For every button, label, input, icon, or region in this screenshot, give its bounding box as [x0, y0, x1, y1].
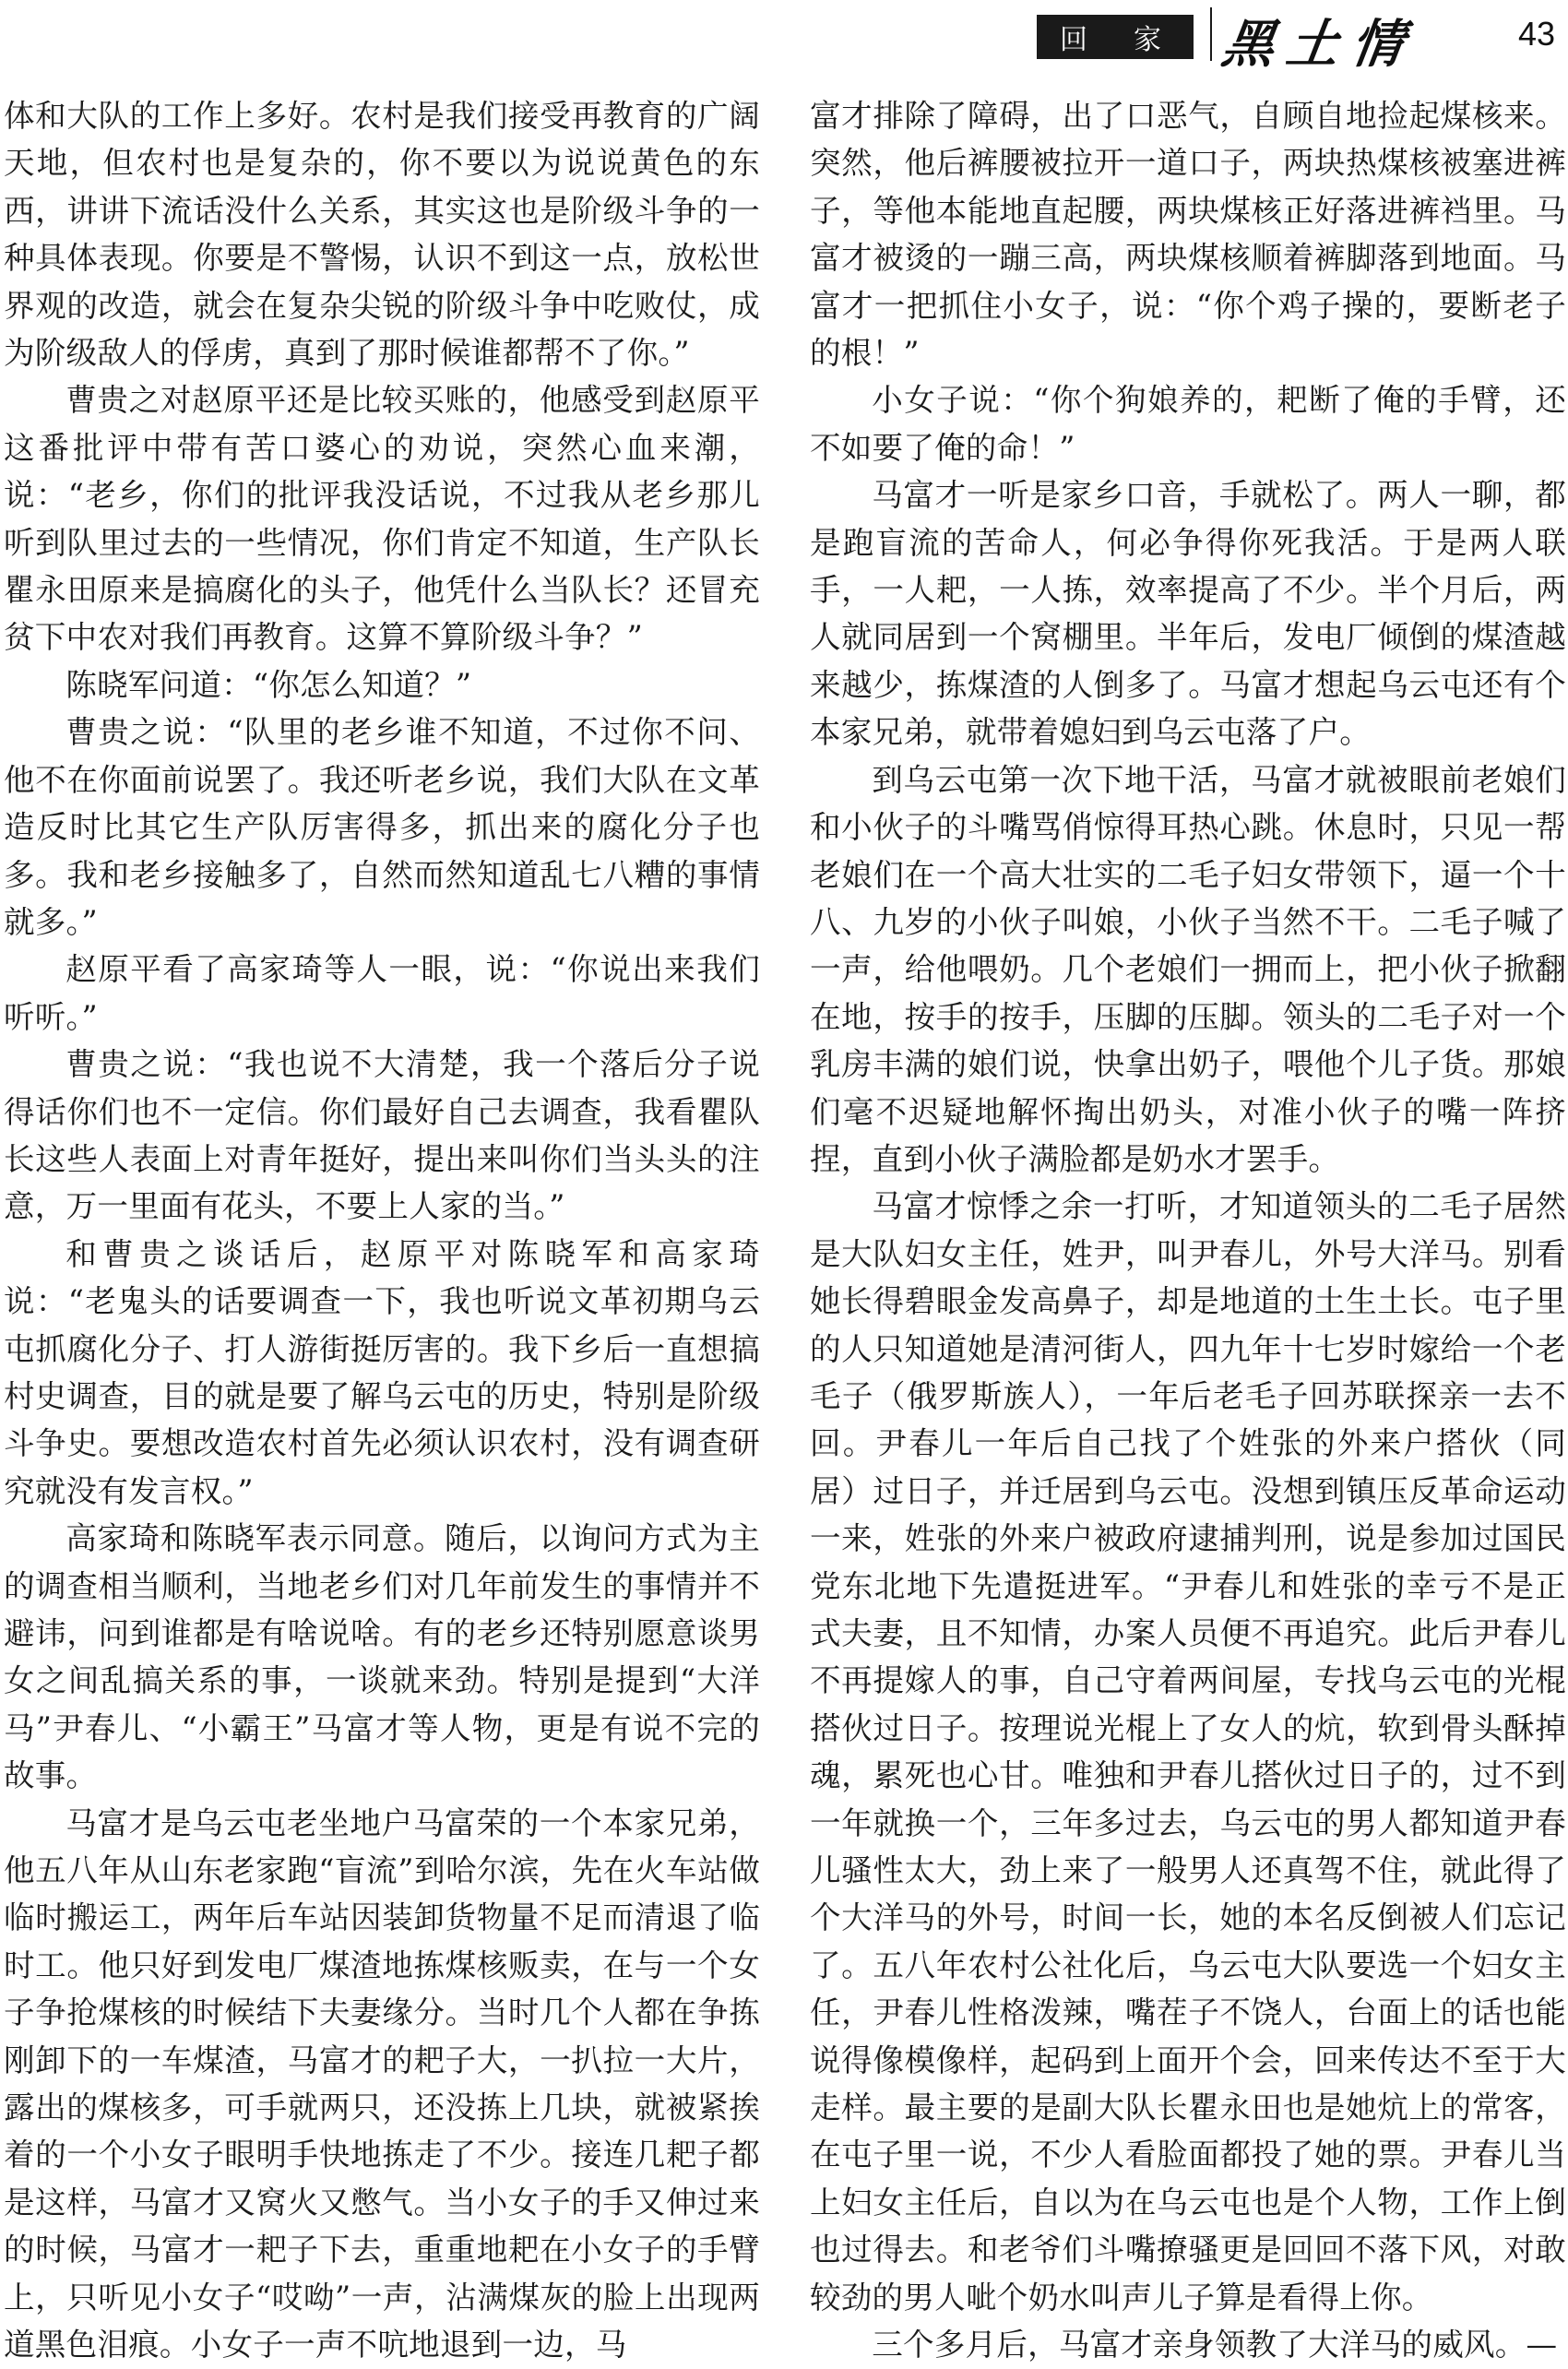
paragraph: 体和大队的工作上多好。农村是我们接受再教育的广阔天地，但农村也是复杂的，你不要以为说说黄色的东西，讲讲下流话没什么关系，其实这也是阶级斗争的一种具体表现。你要是不警惕，认识不到这一点，放松世界观的改造，就会在复杂尖锐的阶级斗争中吃败仗，成为阶级敌人的俘虏，真到了那时候谁都帮不了你。”	[4, 98, 760, 372]
paragraph: 赵原平看了高家琦等人一眼，说：“你说出来我们听听。”	[4, 951, 760, 1035]
paragraph: 到乌云屯第一次下地干活，马富才就被眼前老娘们和小伙子的斗嘴骂俏惊得耳热心跳。休息时，只见一帮老娘们在一个高大壮实的二毛子妇女带领下，逼一个十八、九岁的小伙子叫娘，小伙子当然不干。二毛子喊了一声，给他喂奶。几个老娘们一拥而上，把小伙子掀翻在地，按手的按手，压脚的压脚。领头的二毛子对一个乳房丰满的娘们说，快拿出奶子，喂他个儿子货。那娘们毫不迟疑地解怀掏出奶头，对准小伙子的嘴一阵挤捏，直到小伙子满脸都是奶水才罢手。	[810, 761, 1566, 1177]
right-text-column	[810, 92, 1566, 2369]
paragraph: 马富才一听是家乡口音，手就松了。两人一聊，都是跑盲流的苦命人，何必争得你死我活。于是两人联手，一人耙，一人拣，效率提高了不少。半个月后，两人就同居到一个窝棚里。半年后，发电厂倾倒的煤渣越来越少，拣煤渣的人倒多了。马富才想起乌云屯还有个本家兄弟，就带着媳妇到乌云屯落了户。	[810, 477, 1566, 751]
left-text-column	[4, 92, 760, 2369]
paragraph: 高家琦和陈晓军表示同意。随后，以询问方式为主的调查相当顺利，当地老乡们对几年前发生的事情并不避讳，问到谁都是有啥说啥。有的老乡还特别愿意谈男女之间乱搞关系的事，一谈就来劲。特别是提到“大洋马”尹春儿、“小霸王”马富才等人物，更是有说不完的故事。	[4, 1520, 760, 1794]
paragraph: 马富才是乌云屯老坐地户马富荣的一个本家兄弟，他五八年从山东老家跑“盲流”到哈尔滨，先在火车站做临时搬运工，两年后车站因装卸货物量不足而清退了临时工。他只好到发电厂煤渣地拣煤核贩卖，在与一个女子争抢煤核的时候结下夫妻缘分。当时几个人都在争拣刚卸下的一车煤渣，马富才的耙子大，一扒拉一大片，露出的煤核多，可手就两只，还没拣上几块，就被紧挨着的一个小女子眼明手快地拣走了不少。接连几耙子都是这样，马富才又窝火又憋气。当小女子的手又伸过来的时候，马富才一耙子下去，重重地耙在小女子的手臂上，只听见小女子“哎呦”一声，沾满煤灰的脸上出现两道黑色泪痕。小女子一声不吭地退到一边，马	[4, 1804, 760, 2363]
paragraph: 三个多月后，马富才亲身领教了大洋马的威风。—	[872, 2327, 1558, 2363]
paragraph: 曹贵之说：“我也说不大清楚，我一个落后分子说得话你们也不一定信。你们最好自己去调查，我看瞿队长这些人表面上对青年挺好，提出来叫你们当头头的注意，万一里面有花头，不要上人家的当。”	[4, 1046, 760, 1225]
paragraph: 和曹贵之谈话后，赵原平对陈晓军和高家琦说：“老鬼头的话要调查一下，我也听说文革初期乌云屯抓腐化分子、打人游街挺厉害的。我下乡后一直想搞村史调查，目的就是要了解乌云屯的历史，特别是阶级斗争史。要想改造农村首先必须认识农村，没有调查研究就没有发言权。”	[4, 1235, 760, 1509]
paragraph: 富才排除了障碍，出了口恶气，自顾自地捡起煤核来。突然，他后裤腰被拉开一道口子，两块热煤核被塞进裤子，等他本能地直起腰，两块煤核正好落进裤裆里。马富才被烫的一蹦三高，两块煤核顺着裤脚落到地面。马富才一把抓住小女子，说：“你个鸡子操的，要断老子的根！”	[810, 98, 1566, 372]
page-header	[1015, 0, 1568, 75]
magazine-title-logo: 黑土情	[1218, 14, 1421, 75]
page-number: 43	[1517, 15, 1555, 53]
paragraph: 马富才惊悸之余一打听，才知道领头的二毛子居然是大队妇女主任，姓尹，叫尹春儿，外号大洋马。别看她长得碧眼金发高鼻子，却是地道的土生土长。屯子里的人只知道她是清河街人，四九年十七岁时嫁给一个老毛子（俄罗斯族人），一年后老毛子回苏联探亲一去不回。尹春儿一年后自己找了个姓张的外来户搭伙（同居）过日子，并迁居到乌云屯。没想到镇压反革命运动一来，姓张的外来户被政府逮捕判刑，说是参加过国民党东北地下先遣挺进军。“尹春儿和姓张的幸亏不是正式夫妻，且不知情，办案人员便不再追究。此后尹春儿不再提嫁人的事，自己守着两间屋，专找乌云屯的光棍搭伙过日子。按理说光棍上了女人的炕，软到骨头酥掉魂，累死也心甘。唯独和尹春儿搭伙过日子的，过不到一年就换一个，三年多过去，乌云屯的男人都知道尹春儿骚性太大，劲上来了一般男人还真驾不住，就此得了个大洋马的外号，时间一长，她的本名反倒被人们忘记了。五八年农村公社化后，乌云屯大队要选一个妇女主任，尹春儿性格泼辣，嘴茬子不饶人，台面上的话也能说得像模像样，起码到上面开个会，回来传达不至于大走样。最主要的是副大队长瞿永田也是她炕上的常客，在屯子里一说，不少人看脸面都投了她的票。尹春儿当上妇女主任后，自以为在乌云屯也是个人物，工作上倒也过得去。和老爷们斗嘴撩骚更是回回不落下风，对敢较劲的男人呲个奶水叫声儿子算是看得上你。	[810, 1188, 1566, 2315]
paragraph: 小女子说：“你个狗娘养的，耙断了俺的手臂，还不如要了俺的命！”	[810, 382, 1566, 466]
header-divider	[1210, 7, 1212, 61]
paragraph: 曹贵之对赵原平还是比较买账的，他感受到赵原平这番批评中带有苦口婆心的劝说，突然心血来潮，说：“老乡，你们的批评我没话说，不过我从老乡那儿听到队里过去的一些情况，你们肯定不知道，生产队长瞿永田原来是搞腐化的头子，他凭什么当队长？还冒充贫下中农对我们再教育。这算不算阶级斗争？”	[4, 382, 760, 656]
paragraph: 陈晓军问道：“你怎么知道？”	[65, 666, 472, 703]
paragraph: 曹贵之说：“队里的老乡谁不知道，不过你不问、他不在你面前说罢了。我还听老乡说，我们大队在文革造反时比其它生产队厉害得多，抓出来的腐化分子也多。我和老乡接触多了，自然而然知道乱七八糟的事情就多。”	[4, 714, 760, 940]
section-label: 回 家	[1037, 15, 1194, 59]
